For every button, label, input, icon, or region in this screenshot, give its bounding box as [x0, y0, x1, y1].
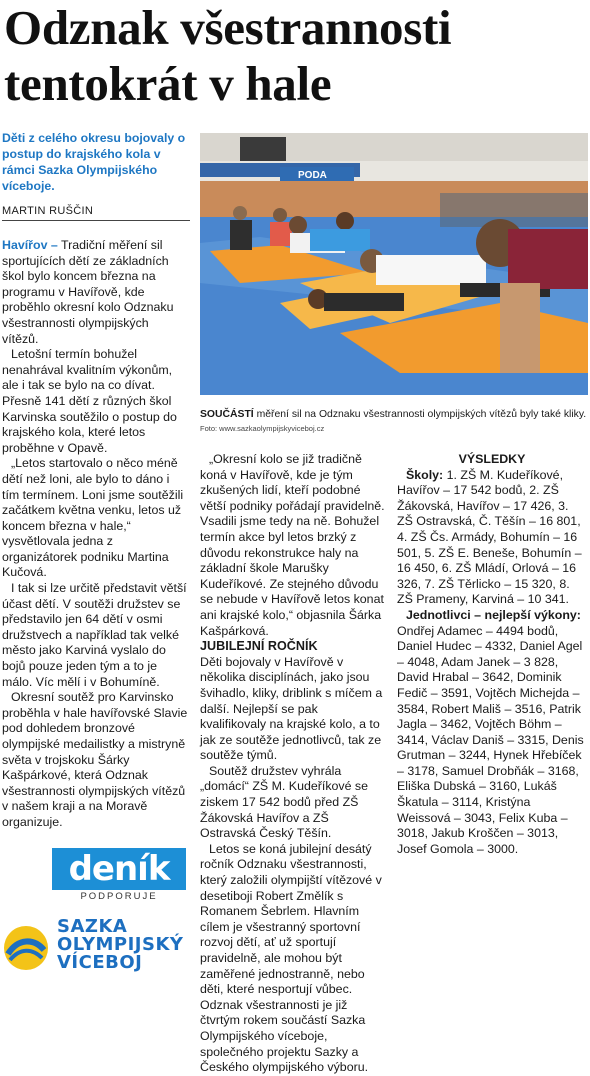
photo-caption [200, 408, 588, 436]
body-paragraph: „Okresní kolo se již tradičně koná v Havířově, kde je tým zkušených lidí, kteří podobné větší podniky pořádají pravidelně. Vsadili jsme tedy na ně. Bohužel termín akce byl letos brzký z důvodu rekonstrukce haly na základní škole Marušky Kudeříkové. Ze stejného důvodu se nebude v Havířově letos konat ani krajské kolo,“ objasnila Šárka Kašpárková. [200, 452, 385, 638]
body-paragraph: Letošní termín bohužel nenahrával kvalitním výkonům, ale i tak se bylo na co dívat. Přesně 141 dětí z různých škol Karvinska soutěžilo o postup do krajského kola, které letos proběhne v Opavě. [2, 347, 177, 455]
body-paragraph: Soutěž družstev vyhrála „domácí“ ZŠ M. Kudeříkové se ziskem 17 542 bodů před ZŠ Žákovská Havířov a ZŠ Ostravská Český Těšín. [200, 763, 369, 841]
body-paragraph: Okresní soutěž pro Karvinsko proběhla v hale havířovské Slavie pod dohledem bronzové olympijské medailistky a mistryně světa v trojskoku Šárky Kašpárkové, která Odznak všestrannosti olympijských vítězů v našem kraji a na Moravě organizuje. [2, 690, 188, 829]
lead-paragraph: Děti z celého okresu bojovaly o postup do krajského kola v rámci Sazka Olympijského víceboje. [2, 131, 186, 193]
caption-source: Foto: www.sazkaolympijskyviceboj.cz [200, 424, 325, 433]
body-paragraph: „Letos startovalo o něco méně dětí než loni, ale bylo to dáno i tím termínem. Loni jsme soutěžili začátkem května venku, letos už koncem března v hale,“ vysvětlovala jedna z organizátorek podniku Martina Kučová. [2, 456, 184, 580]
denik-logo: deník [52, 848, 186, 890]
caption-label: SOUČÁSTÍ [200, 409, 254, 420]
caption-text: měření sil na Odznaku všestrannosti olympijských vítězů byly také kliky. [253, 409, 587, 420]
headline-line-1: Odznak všestrannosti [4, 0, 452, 55]
photo-banner-text: PODA [298, 170, 327, 181]
column-3 [397, 452, 587, 857]
subheading: JUBILEJNÍ ROČNÍK [200, 639, 318, 654]
sazka-logo-text: SAZKA OLYMPIJSKÝ VÍCEBOJ [57, 916, 184, 973]
headline [4, 0, 588, 112]
results-title: VÝSLEDKY [458, 452, 526, 466]
body-paragraph: I tak si lze určitě představit větší účast dětí. V soutěži družstev se představilo jen 64 dětí v osmi družstvech a například tak velké město jako Karviná vyslalo do bojů pouze jeden tým a to je málo. Víc mělí i v Bohumíně. [2, 581, 187, 689]
sazka-ball-icon [2, 924, 50, 972]
body-paragraph: Děti bojovaly v Havířově v několika disciplínách, jako jsou švihadlo, kliky, driblink s míčem a další. Nejlepší se pak kvalifikovaly na krajské kolo, a to jak ze soutěže jednotlivců, tak ze soutěže týmů. [200, 654, 383, 763]
body-paragraph: Havířov – Tradiční měření sil sportujících dětí ze základních škol bylo koncem března na programu v Havířově, kde proběhlo okresní kolo Odznaku všestrannosti olympijských vítězů. [2, 238, 174, 346]
results-individuals: Jednotlivci – nejlepší výkony: Ondřej Adamec – 4494 bodů, Daniel Hudec – 4332, Daniel Agel – 4048, Adam Janek – 3 828, David Hrabal – 3642, Dominik Fedič – 3591, Vojtěch Michejda – 3584, Robert Mališ – 3516, Patrik Jagla – 3462, Vojtěch Böhm – 3414, Václav Daniš – 3315, Denis Grutman – 3244, Hynek Hřebíček – 3178, Samuel Drobňák – 3168, Eliška Dubská – 3160, Lukáš Škatula – 3114, Kristýna Weissová – 3043, Felix Kuba – 3018, Jakub Kroščen – 3013, Josef Gomola – 3000. [397, 607, 584, 856]
column-1 [2, 238, 188, 831]
dateline-place: Havířov – [2, 238, 58, 252]
article-photo [200, 133, 588, 395]
pushups-photo-illustration [200, 133, 588, 395]
body-paragraph: Letos se koná jubilejní desátý ročník Odznaku všestrannosti, který založili olympijští vítězové v desetiboji Robert Změlík s Romanem Šebrlem. Hlavním cílem je všestranný sportovní rozvoj dětí, ať už sportují pravidelně, ale mohou být zaměřené jednostranně, nebo děti, které nesportují vůbec. Odznak všestrannosti je již čtvrtým rokem součástí Sazka Olympijského víceboje, společného projektu Sazky a Českého olympijského výboru. [200, 841, 382, 1075]
column-2 [200, 452, 386, 1076]
podporuje-label: PODPORUJE [80, 891, 158, 902]
author-byline: MARTIN RUŠČIN [2, 205, 190, 221]
results-schools: Školy: 1. ZŠ M. Kudeříkové, Havířov – 17 542 bodů, 2. ZŠ Žákovská, Havířov – 17 426, 3. ZŠ Ostravská, Č. Těšín – 16 801, 4. ZŠ Čs. Armády, Bohumín – 16 501, 5. ZŠ E. Beneše, Bohumín – 16 450, 6. ZŠ Mládí, Orlová – 16 326, 7. ZŠ Těrlicko – 15 320, 8. ZŠ Prameny, Karviná – 10 341. [397, 467, 582, 607]
headline-line-2: tentokrát v hale [4, 56, 332, 111]
